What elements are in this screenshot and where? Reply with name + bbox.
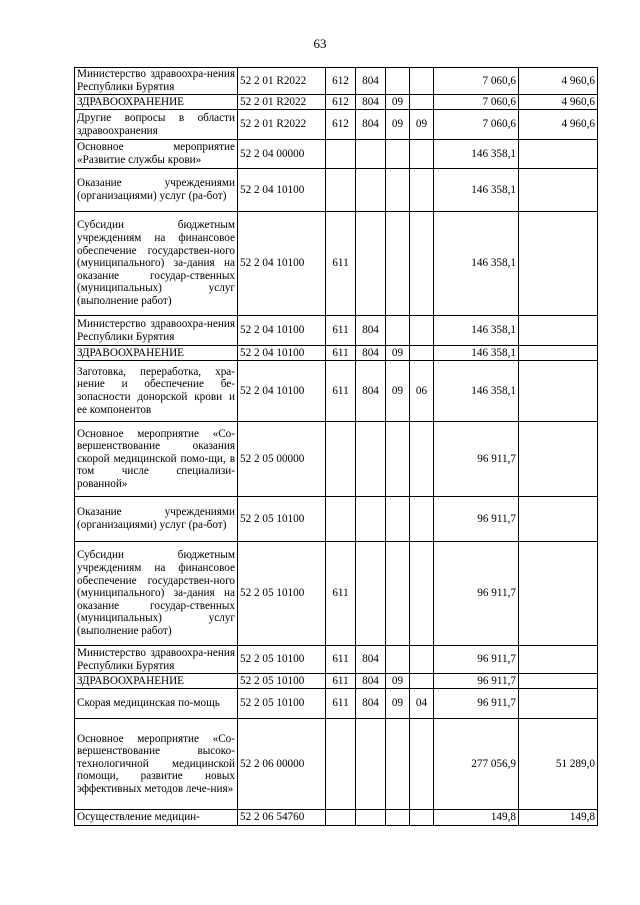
row-vr: 611	[326, 646, 356, 674]
row-subsection	[410, 95, 434, 110]
row-name: Министерство здравоохра-нения Республики Бурятия	[75, 316, 238, 346]
table-row	[75, 497, 598, 542]
table-row	[75, 95, 598, 110]
row-code: 52 2 04 10100	[238, 361, 326, 422]
row-vr	[326, 140, 356, 169]
row-code: 52 2 06 54760	[238, 810, 326, 826]
row-vr: 611	[326, 674, 356, 689]
table-row	[75, 212, 598, 316]
row-sum-2	[519, 674, 598, 689]
row-sum-2	[519, 169, 598, 212]
row-vr: 612	[326, 110, 356, 140]
row-grbs	[356, 497, 386, 542]
row-sum-2: 4 960,6	[519, 68, 598, 95]
row-section	[386, 646, 410, 674]
row-sum-2	[519, 497, 598, 542]
row-sum-1: 7 060,6	[434, 110, 519, 140]
row-sum-2: 4 960,6	[519, 95, 598, 110]
table-row	[75, 110, 598, 140]
row-grbs	[356, 719, 386, 810]
row-code: 52 2 01 R2022	[238, 68, 326, 95]
row-name: Оказание учреждениями (организациями) услуг (ра-бот)	[75, 497, 238, 542]
table-row	[75, 542, 598, 646]
row-vr: 611	[326, 346, 356, 361]
row-grbs	[356, 422, 386, 497]
row-vr	[326, 810, 356, 826]
row-code: 52 2 05 10100	[238, 542, 326, 646]
row-grbs	[356, 169, 386, 212]
row-grbs: 804	[356, 689, 386, 719]
row-grbs	[356, 212, 386, 316]
row-section	[386, 810, 410, 826]
row-vr: 611	[326, 212, 356, 316]
row-sum-1: 96 911,7	[434, 497, 519, 542]
row-subsection: 04	[410, 689, 434, 719]
row-sum-2	[519, 646, 598, 674]
row-sum-2	[519, 422, 598, 497]
row-section: 09	[386, 361, 410, 422]
row-subsection: 09	[410, 110, 434, 140]
row-code: 52 2 04 10100	[238, 212, 326, 316]
table-row	[75, 361, 598, 422]
row-section	[386, 719, 410, 810]
row-grbs: 804	[356, 110, 386, 140]
row-section	[386, 542, 410, 646]
row-vr: 611	[326, 689, 356, 719]
row-name: Министерство здравоохра-нения Республики Бурятия	[75, 646, 238, 674]
table-row	[75, 316, 598, 346]
row-name: ЗДРАВООХРАНЕНИЕ	[75, 95, 238, 110]
row-name: Министерство здравоохра-нения Республики Бурятия	[75, 68, 238, 95]
row-section	[386, 169, 410, 212]
row-code: 52 2 05 10100	[238, 497, 326, 542]
row-sum-2: 149,8	[519, 810, 598, 826]
row-vr	[326, 497, 356, 542]
row-sum-2	[519, 316, 598, 346]
row-grbs: 804	[356, 646, 386, 674]
row-subsection	[410, 212, 434, 316]
table-row	[75, 810, 598, 826]
row-sum-2	[519, 361, 598, 422]
row-sum-2	[519, 542, 598, 646]
row-subsection	[410, 674, 434, 689]
row-code: 52 2 01 R2022	[238, 110, 326, 140]
row-section	[386, 68, 410, 95]
row-vr: 612	[326, 68, 356, 95]
row-subsection	[410, 810, 434, 826]
row-subsection	[410, 497, 434, 542]
row-sum-1: 146 358,1	[434, 169, 519, 212]
row-name: Основное мероприятие «Со-вершенствование высоко-технологичной медицинской помощи, развитие новых эффективных методов лече-ния»	[75, 719, 238, 810]
row-grbs: 804	[356, 95, 386, 110]
row-subsection: 06	[410, 361, 434, 422]
row-code: 52 2 05 10100	[238, 646, 326, 674]
row-section	[386, 140, 410, 169]
row-name: Другие вопросы в области здравоохранения	[75, 110, 238, 140]
row-name: Оказание учреждениями (организациями) услуг (ра-бот)	[75, 169, 238, 212]
row-name: ЗДРАВООХРАНЕНИЕ	[75, 346, 238, 361]
row-vr	[326, 719, 356, 810]
row-section	[386, 212, 410, 316]
table-row	[75, 346, 598, 361]
row-vr: 611	[326, 316, 356, 346]
row-grbs	[356, 140, 386, 169]
row-code: 52 2 05 10100	[238, 674, 326, 689]
row-sum-2: 4 960,6	[519, 110, 598, 140]
row-sum-1: 96 911,7	[434, 689, 519, 719]
row-code: 52 2 05 10100	[238, 689, 326, 719]
row-section: 09	[386, 346, 410, 361]
row-grbs	[356, 810, 386, 826]
row-sum-1: 96 911,7	[434, 422, 519, 497]
row-name: Основное мероприятие «Со-вершенствование оказания скорой медицинской помо-щи, в том числе специализи-рованной»	[75, 422, 238, 497]
row-name: Субсидии бюджетным учреждениям на финансовое обеспечение государствен-ного (муниципального) за-дания на оказание государ-ственных (муниципальных) услуг (выполнение работ)	[75, 542, 238, 646]
row-section: 09	[386, 689, 410, 719]
row-sum-2	[519, 689, 598, 719]
row-sum-2: 51 289,0	[519, 719, 598, 810]
row-code: 52 2 04 10100	[238, 169, 326, 212]
row-sum-1: 7 060,6	[434, 95, 519, 110]
table-row	[75, 689, 598, 719]
row-section	[386, 316, 410, 346]
row-subsection	[410, 422, 434, 497]
row-sum-2	[519, 346, 598, 361]
row-sum-1: 146 358,1	[434, 316, 519, 346]
row-subsection	[410, 346, 434, 361]
row-section: 09	[386, 110, 410, 140]
row-name: Субсидии бюджетным учреждениям на финансовое обеспечение государствен-ного (муниципального) за-дания на оказание государ-ственных (муниципальных) услуг (выполнение работ)	[75, 212, 238, 316]
row-subsection	[410, 68, 434, 95]
row-sum-1: 277 056,9	[434, 719, 519, 810]
table-row	[75, 68, 598, 95]
row-code: 52 2 04 10100	[238, 316, 326, 346]
row-name: ЗДРАВООХРАНЕНИЕ	[75, 674, 238, 689]
row-name: Скорая медицинская по-мощь	[75, 689, 238, 719]
row-vr	[326, 422, 356, 497]
row-section: 09	[386, 674, 410, 689]
row-code: 52 2 04 10100	[238, 346, 326, 361]
row-section	[386, 497, 410, 542]
row-sum-1: 96 911,7	[434, 542, 519, 646]
row-subsection	[410, 646, 434, 674]
row-grbs: 804	[356, 68, 386, 95]
row-name: Осуществление медицин-	[75, 810, 238, 826]
row-sum-1: 146 358,1	[434, 361, 519, 422]
table-row	[75, 422, 598, 497]
row-sum-1: 146 358,1	[434, 212, 519, 316]
row-sum-1: 96 911,7	[434, 674, 519, 689]
budget-table	[74, 67, 598, 826]
row-subsection	[410, 140, 434, 169]
row-sum-1: 149,8	[434, 810, 519, 826]
row-code: 52 2 05 00000	[238, 422, 326, 497]
row-code: 52 2 06 00000	[238, 719, 326, 810]
row-sum-1: 146 358,1	[434, 346, 519, 361]
row-sum-1: 96 911,7	[434, 646, 519, 674]
table-row	[75, 646, 598, 674]
row-code: 52 2 04 00000	[238, 140, 326, 169]
row-subsection	[410, 169, 434, 212]
row-code: 52 2 01 R2022	[238, 95, 326, 110]
row-subsection	[410, 719, 434, 810]
row-name: Основное мероприятие «Развитие службы крови»	[75, 140, 238, 169]
row-sum-2	[519, 212, 598, 316]
row-subsection	[410, 542, 434, 646]
row-grbs: 804	[356, 316, 386, 346]
row-section: 09	[386, 95, 410, 110]
table-row	[75, 169, 598, 212]
row-vr: 612	[326, 95, 356, 110]
table-row	[75, 140, 598, 169]
row-vr	[326, 169, 356, 212]
table-row	[75, 674, 598, 689]
row-grbs: 804	[356, 361, 386, 422]
row-vr: 611	[326, 542, 356, 646]
row-section	[386, 422, 410, 497]
row-sum-1: 146 358,1	[434, 140, 519, 169]
row-grbs	[356, 542, 386, 646]
table-row	[75, 719, 598, 810]
row-vr: 611	[326, 361, 356, 422]
page-number: 63	[313, 36, 327, 51]
row-sum-2	[519, 140, 598, 169]
row-name: Заготовка, переработка, хра-нение и обеспечение бе-зопасности донорской крови и ее компонентов	[75, 361, 238, 422]
row-grbs: 804	[356, 346, 386, 361]
row-sum-1: 7 060,6	[434, 68, 519, 95]
row-subsection	[410, 316, 434, 346]
row-grbs: 804	[356, 674, 386, 689]
